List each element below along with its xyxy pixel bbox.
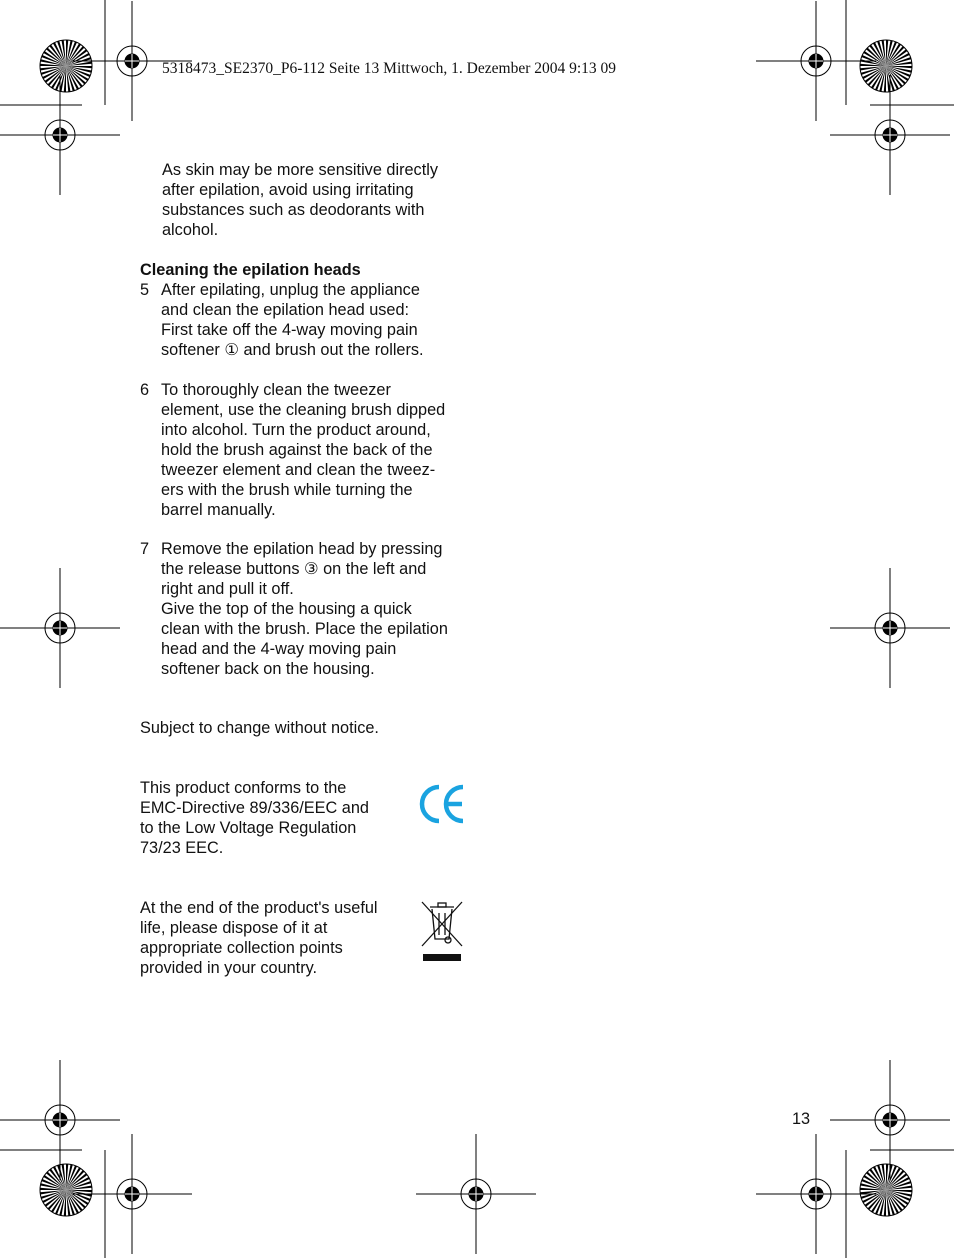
star-target-mark xyxy=(860,1164,912,1216)
step-text: Remove the epilation head by pressing the release buttons ③ on the left and right and pull it off. Give the top of the housing a quick clean with the brush. Place the epilation head and the 4-way moving pain softener back on the housing. xyxy=(161,540,448,678)
registration-mark xyxy=(756,1134,876,1254)
disposal-statement: At the end of the product's useful life, please dispose of it at appropriate collection points provided in your country. xyxy=(140,899,378,977)
crossed-out-wheelie-bin-icon xyxy=(420,900,464,964)
ce-mark-icon xyxy=(418,783,466,825)
printer-slug: 5318473_SE2370_P6-112 Seite 13 Mittwoch, 1. Dezember 2004 9:13 09 xyxy=(162,60,617,77)
step-text: To thoroughly clean the tweezer element, use the cleaning brush dipped into alcohol. Turn the product around, hold the brush against the back of the tweezer element and clean the tweez- ers with the brush while turning the barrel manually. xyxy=(161,381,446,519)
page-number: 13 xyxy=(792,1110,811,1128)
conformity-statement: This product conforms to the EMC-Directive 89/336/EEC and to the Low Voltage Regulation 73/23 EEC. xyxy=(140,779,369,857)
registration-mark xyxy=(830,75,950,195)
registration-mark xyxy=(72,1134,192,1254)
registration-mark xyxy=(830,568,950,688)
step-text: After epilating, unplug the appliance and clean the epilation head used: First take off the 4-way moving pain softener ① and brush out the rollers. xyxy=(161,281,424,359)
intro-paragraph: As skin may be more sensitive directly after epilation, avoid using irritating substances such as deodorants with alcohol. xyxy=(162,161,438,239)
registration-mark xyxy=(0,568,120,688)
registration-mark xyxy=(0,75,120,195)
star-target-mark xyxy=(40,40,92,92)
change-notice: Subject to change without notice. xyxy=(140,719,379,737)
registration-mark xyxy=(416,1134,536,1254)
registration-mark xyxy=(756,1,876,121)
section-heading: Cleaning the epilation heads xyxy=(140,261,361,279)
registration-mark xyxy=(830,1060,950,1180)
step-number: 6 xyxy=(140,381,150,399)
step-number: 7 xyxy=(140,540,150,558)
registration-mark xyxy=(0,1060,120,1180)
star-target-mark xyxy=(860,40,912,92)
step-number: 5 xyxy=(140,281,150,299)
star-target-mark xyxy=(40,1164,92,1216)
